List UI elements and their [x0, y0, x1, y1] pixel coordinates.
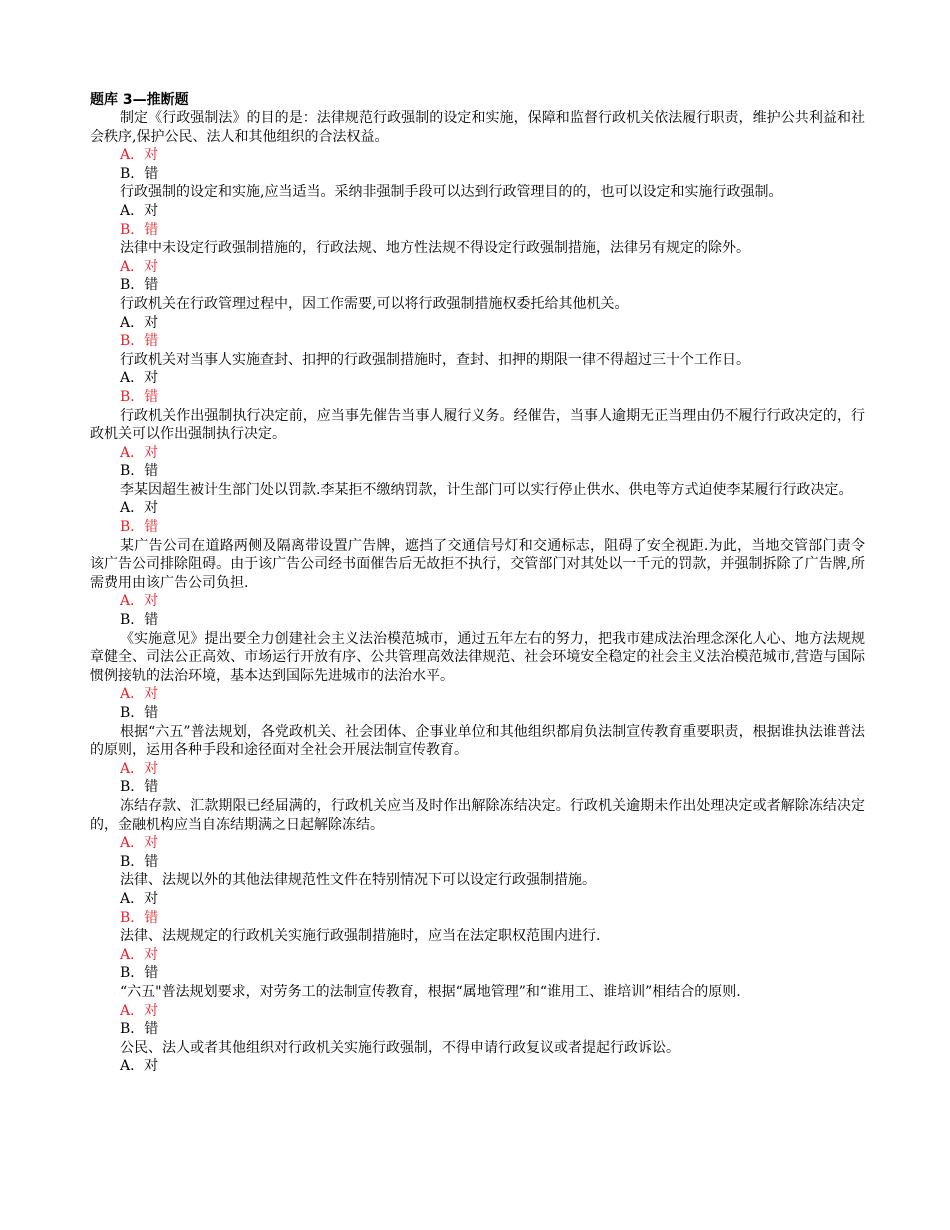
option-a: A．对	[120, 946, 159, 963]
option-a: A．对	[120, 500, 159, 517]
option-b: B．错	[120, 853, 159, 870]
option-a: A．对	[120, 835, 159, 852]
option-a: A．对	[120, 258, 159, 275]
document-body	[90, 91, 865, 1076]
option-a: A．对	[120, 686, 159, 703]
question-text: 《实施意见》提出要全力创建社会主义法治模范城市，通过五年左右的努力，把我市建成法治理念深化人心、地方法规规章健全、司法公正高效、市场运行开放有序、公共管理高效法律规范、社会环境安全稳定的社会主义法治模范城市,营造与国际惯例接轨的法治环境，基本达到国际先进城市的法治水平。	[90, 630, 865, 684]
option-a: A．对	[120, 593, 159, 610]
option-b: B．错	[120, 221, 159, 238]
option-a: A．对	[120, 890, 159, 907]
question-text: 法律中未设定行政强制措施的，行政法规、地方性法规不得设定行政强制措施，法律另有规定的除外。	[120, 240, 750, 257]
option-a: A．对	[120, 202, 159, 219]
question-text: 行政强制的设定和实施,应当适当。采纳非强制手段可以达到行政管理目的的，也可以设定和实施行政强制。	[120, 184, 783, 201]
question-text: 法律、法规以外的其他法律规范性文件在特别情况下可以设定行政强制措施。	[120, 872, 596, 889]
option-a: A．对	[120, 147, 159, 164]
option-b: B．错	[120, 612, 159, 629]
option-b: B．错	[120, 277, 159, 294]
question-text: 行政机关在行政管理过程中，因工作需要,可以将行政强制措施权委托给其他机关。	[120, 295, 629, 312]
question-text: 冻结存款、汇款期限已经届满的，行政机关应当及时作出解除冻结决定。行政机关逾期未作出处理决定或者解除冻结决定的，金融机构应当自冻结期满之日起解除冻结。	[90, 797, 865, 833]
question-text: 制定《行政强制法》的目的是：法律规范行政强制的设定和实施，保障和监督行政机关依法履行职责，维护公共利益和社会秩序,保护公民、法人和其他组织的合法权益。	[90, 110, 865, 145]
option-b: B．错	[120, 1021, 159, 1038]
option-b: B．错	[120, 519, 159, 536]
question-text: “六五"普法规划要求，对劳务工的法制宣传教育，根据“属地管理”和“谁用工、谁培训”相结合的原则.	[120, 983, 741, 1000]
question-text: 李某因超生被计生部门处以罚款.李某拒不缴纳罚款，计生部门可以实行停止供水、供电等方式迫使李某履行行政决定。	[120, 481, 853, 498]
option-a: A．对	[120, 1058, 159, 1075]
question-text: 公民、法人或者其他组织对行政机关实施行政强制，不得申请行政复议或者提起行政诉讼。	[120, 1039, 680, 1056]
question-text: 根据“六五”普法规划，各党政机关、社会团体、企事业单位和其他组织都肩负法制宣传教育重要职责，根据谁执法谁普法的原则，运用各种手段和途径面对全社会开展法制宣传教育。	[90, 723, 865, 759]
option-b: B．错	[120, 779, 159, 796]
option-b: B．错	[120, 333, 159, 350]
option-a: A．对	[120, 444, 159, 461]
option-b: B．错	[120, 909, 159, 926]
option-b: B．错	[120, 388, 159, 405]
question-text: 某广告公司在道路两侧及隔离带设置广告牌，遮挡了交通信号灯和交通标志，阻碍了安全视距.为此，当地交管部门责令该广告公司排除阻碍。由于该广告公司经书面催告后无故拒不执行，交管部门对其处以一千元的罚款，并强制拆除了广告牌,所需费用由该广告公司负担.	[90, 537, 865, 591]
question-text: 行政机关对当事人实施查封、扣押的行政强制措施时，查封、扣押的期限一律不得超过三十个工作日。	[120, 351, 750, 368]
option-b: B．错	[120, 965, 159, 982]
option-a: A．对	[120, 1002, 159, 1019]
question-text: 法律、法规规定的行政机关实施行政强制措施时，应当在法定职权范围内进行.	[120, 928, 601, 945]
option-b: B．错	[120, 165, 159, 182]
option-a: A．对	[120, 760, 159, 777]
option-a: A．对	[120, 370, 159, 387]
option-b: B．错	[120, 705, 159, 721]
option-b: B．错	[120, 463, 159, 480]
question-list	[90, 109, 865, 1076]
option-a: A．对	[120, 314, 159, 331]
page-title: 题库 3—推断题	[90, 92, 189, 108]
question-text: 行政机关作出强制执行决定前，应当事先催告当事人履行义务。经催告，当事人逾期无正当理由仍不履行行政决定的，行政机关可以作出强制执行决定。	[90, 407, 865, 443]
